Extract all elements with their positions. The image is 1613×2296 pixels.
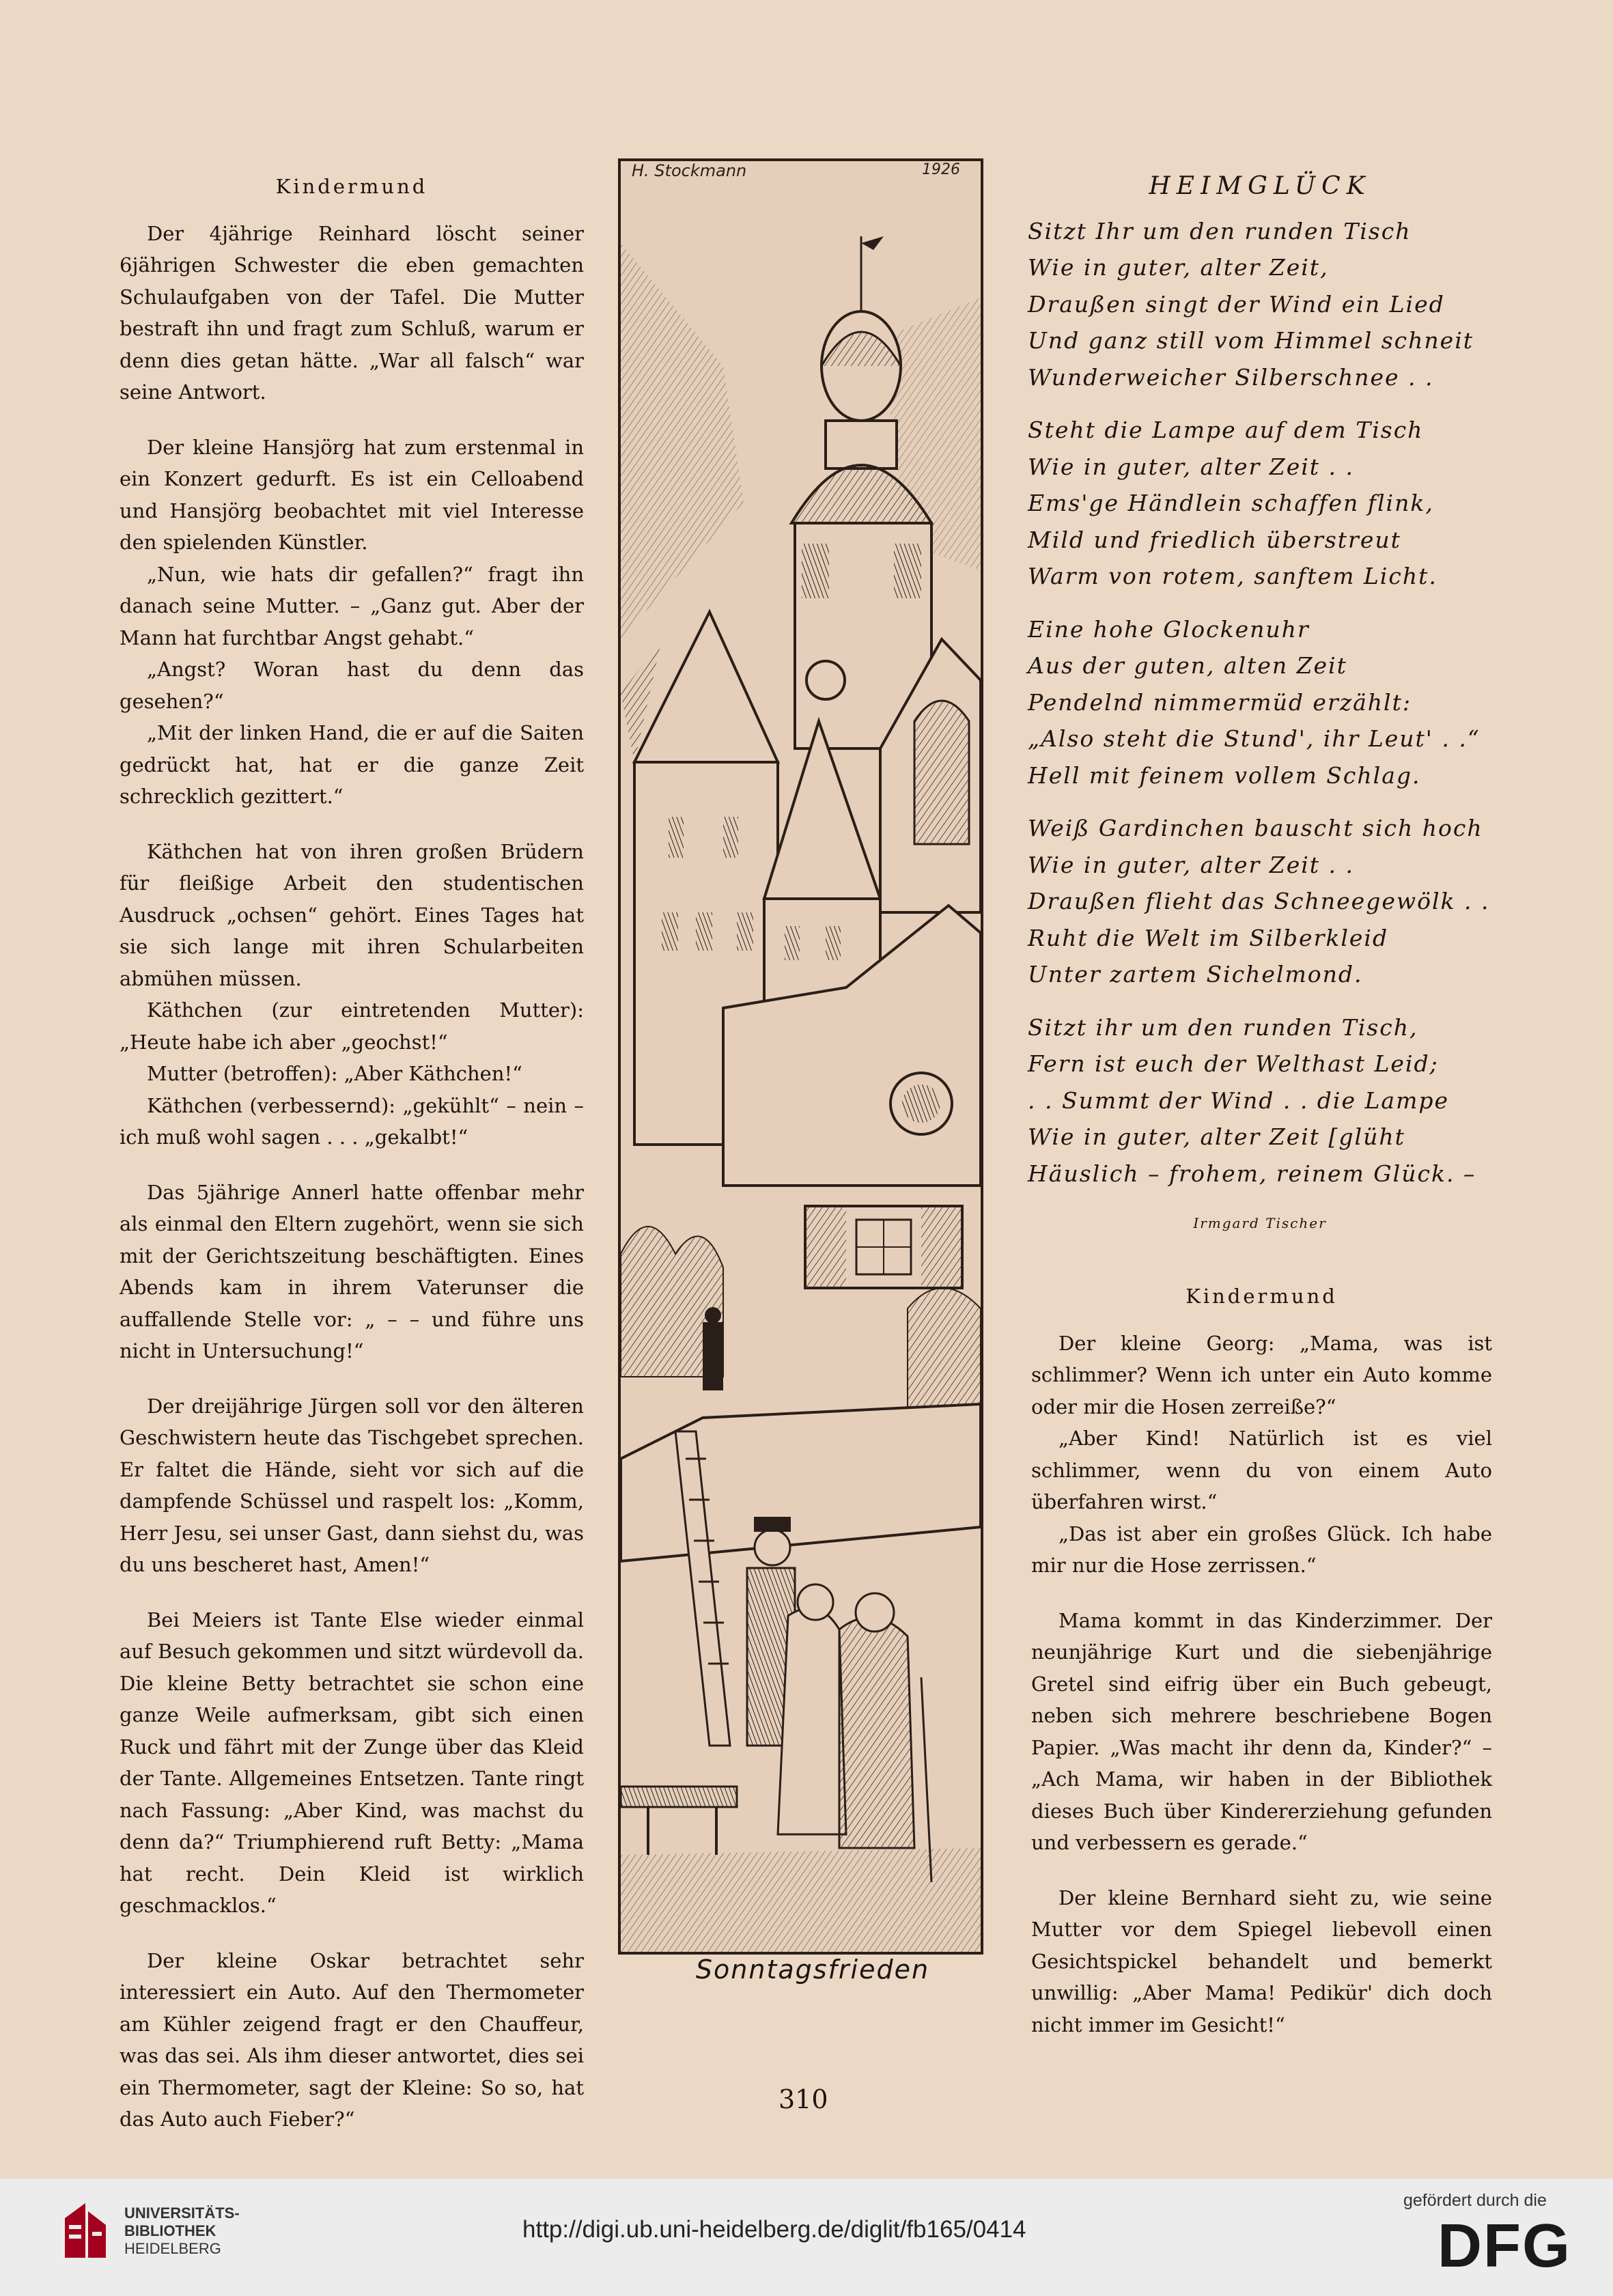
poem-line: Pendelnd nimmermüd erzählt: xyxy=(1028,688,1412,716)
paragraph: Mutter (betroffen): „Aber Käthchen!“ xyxy=(147,1062,522,1085)
left-paragraphs xyxy=(120,218,584,2136)
paragraph-gap xyxy=(120,1153,584,1177)
paragraph: „Nun, wie hats dir gefallen?“ fragt ihn danach seine Mutter. – „Ganz gut. Aber der Mann hat furchtbar Angst gehabt.“ xyxy=(120,562,584,649)
illustration-year: 1926 xyxy=(922,161,960,178)
paragraph-gap xyxy=(120,1367,584,1390)
paragraph: Der kleine Oskar betrachtet sehr interessiert ein Auto. Auf den Thermometer am Kühler zeigend fragt er den Chauffeur, was das sei. Als ihm dieser antwortet, dies sei ein Thermometer, sagt der Kleine: So so, hat das Auto auch Fieber?“ xyxy=(120,1948,584,2131)
library-line-3: HEIDELBERG xyxy=(124,2240,221,2257)
paragraph: Der 4jährige Reinhard löscht seiner 6jährigen Schwester die eben gemachten Schulaufgaben von der Tafel. Die Mutter bestraft ihn und fragt zum Schluß, warum er denn dies getan hätte. „War all falsch“ war seine Antwort. xyxy=(120,221,584,404)
poem-line: Ruht die Welt im Silberkleid xyxy=(1028,924,1389,951)
university-library-name xyxy=(124,2204,240,2258)
illustration-frame xyxy=(618,158,983,1955)
paragraph: Der kleine Bernhard sieht zu, wie seine Mutter vor dem Spiegel liebevoll einen Gesichtspickel behandelt und bemerkt unwillig: „Aber Mama! Pedikür' dich doch nicht immer im Gesicht!“ xyxy=(1031,1886,1492,2036)
library-line-2: BIBLIOTHEK xyxy=(124,2222,216,2239)
paragraph: „Aber Kind! Natürlich ist es viel schlimmer, wenn du von einem Auto überfahren wirst.“ xyxy=(1031,1427,1492,1513)
paragraph: „Das ist aber ein großes Glück. Ich habe mir nur die Hose zerrissen.“ xyxy=(1031,1522,1492,1577)
left-column xyxy=(120,171,584,2136)
poem-line: Draußen flieht das Schneegewölk . . xyxy=(1028,888,1490,914)
poem-line: Wunderweicher Silberschnee . . xyxy=(1028,363,1434,391)
poem-stanza xyxy=(1028,213,1492,396)
right-paragraphs xyxy=(1031,1328,1492,2041)
poem-line: Warm von rotem, sanftem Licht. xyxy=(1028,563,1437,589)
paragraph: „Mit der linken Hand, die er auf die Saiten gedrückt hat, hat er die ganze Zeit schrecklich gezittert.“ xyxy=(120,721,584,808)
paragraph-gap xyxy=(1031,1859,1492,1882)
paragraph-gap xyxy=(120,813,584,836)
poem-line: Ems'ge Händlein schaffen flink, xyxy=(1028,490,1434,516)
illustration-caption: Sonntagsfrieden xyxy=(695,1955,930,1985)
paragraph: Käthchen hat von ihren großen Brüdern für fleißige Arbeit den studentischen Ausdruck „ochsen“ gehört. Eines Tages hat sie sich lange mit ihren Schularbeiten abmühen müssen. xyxy=(120,839,584,990)
paragraph: Der kleine Georg: „Mama, was ist schlimmer? Wenn ich unter ein Auto komme oder mir die Hosen zerreiße?“ xyxy=(1031,1331,1492,1418)
poem-stanza xyxy=(1028,412,1492,595)
paragraph: Der kleine Hansjörg hat zum erstenmal in ein Konzert gedurft. Es ist ein Celloabend und Hansjörg beobachtet mit viel Interesse den spielenden Künstler. xyxy=(120,435,584,554)
dfg-logo: DFG xyxy=(1437,2212,1571,2280)
paragraph-gap xyxy=(1031,1582,1492,1605)
paragraph: „Angst? Woran hast du denn das gesehen?“ xyxy=(120,658,584,713)
left-heading: Kindermund xyxy=(275,175,428,198)
paragraph: Bei Meiers ist Tante Else wieder einmal auf Besuch gekommen und sitzt würdevoll da. Die kleine Betty betrachtet sie schon eine ganze Weile aufmerksam, gibt sich einen Ruck und fährt mit der Zunge über das Kleid der Tante. Allgemeines Entsetzen. Tante ringt nach Fassung: „Aber Kind, was machst du denn da?“ Triumphierend ruft Betty: „Mama hat recht. Dein Kleid ist wirklich geschmacklos.“ xyxy=(120,1608,584,1917)
paragraph-gap xyxy=(120,1922,584,1945)
paragraph: Mama kommt in das Kinderzimmer. Der neunjährige Kurt und die siebenjährige Gretel sind eifrig über ein Buch gebeugt, neben sich mehrere beschriebene Bogen Papier. „Was macht ihr denn da, Kinder?“ – „Ach Mama, wir haben in der Bibliothek dieses Buch über Kindererziehung gefunden und verbessern es gerade.“ xyxy=(1031,1608,1492,1854)
right-column xyxy=(1031,1280,1492,2041)
paragraph: Das 5jährige Annerl hatte offenbar mehr als einmal den Eltern zugehört, wenn sie sich mit der Gerichtszeitung beschäftigten. Eines Abends kam in ihrem Vaterunser die auffallende Stelle vor: „ – – und führe uns nicht in Untersuchung!“ xyxy=(120,1180,584,1362)
poem-line: Steht die Lampe auf dem Tisch xyxy=(1028,417,1424,443)
poem-line: Eine hohe Glockenuhr xyxy=(1028,615,1310,643)
paragraph: Der dreijährige Jürgen soll vor den älteren Geschwistern heute das Tischgebet sprechen. Er faltet die Hände, sieht vor sich auf die dampfende Schüssel und raspelt los: „Komm, Herr Jesu, sei unser Gast, dann siehst du, was du uns bescheret hast, Amen!“ xyxy=(120,1394,584,1576)
poem-author: Irmgard Tischer xyxy=(1193,1215,1327,1231)
right-heading: Kindermund xyxy=(1186,1285,1338,1308)
poem-line: Wie in guter, alter Zeit . . xyxy=(1028,453,1355,480)
poem-line: Draußen singt der Wind ein Lied xyxy=(1028,290,1445,318)
illustration-drawing xyxy=(621,161,981,1952)
poem-line: Fern ist euch der Welthast Leid; xyxy=(1028,1050,1439,1077)
poem-line: „Also steht die Stund', ihr Leut' . .“ xyxy=(1028,725,1481,752)
poem-stanza xyxy=(1028,810,1492,993)
poem-line: Und ganz still vom Himmel schneit xyxy=(1028,327,1474,354)
page-number: 310 xyxy=(779,2084,828,2114)
poem-stanzas xyxy=(1028,213,1492,1192)
poem-line: Hell mit feinem vollem Schlag. xyxy=(1028,761,1421,789)
poem-line: Unter zartem Sichelmond. xyxy=(1028,961,1363,988)
paragraph: Käthchen (zur eintretenden Mutter): „Heute habe ich aber „geochst!“ xyxy=(120,998,584,1054)
poem-line: Wie in guter, alter Zeit [glüht xyxy=(1028,1123,1405,1150)
poem xyxy=(1028,168,1492,1242)
poem-line: Weiß Gardinchen bauscht sich hoch xyxy=(1028,815,1483,841)
poem-line: Wie in guter, alter Zeit . . xyxy=(1028,851,1355,878)
source-url-link[interactable]: http://digi.ub.uni-heidelberg.de/diglit/fb165/0414 xyxy=(522,2216,1026,2243)
funded-by-label: gefördert durch die xyxy=(1403,2191,1547,2210)
university-library-logo-icon xyxy=(58,2198,113,2263)
paragraph-gap xyxy=(120,408,584,432)
library-line-1: UNIVERSITÄTS- xyxy=(124,2204,240,2222)
paragraph-gap xyxy=(120,1581,584,1604)
poem-line: Aus der guten, alten Zeit xyxy=(1028,652,1347,679)
poem-line: . . Summt der Wind . . die Lampe xyxy=(1028,1087,1450,1114)
poem-line: Sitzt ihr um den runden Tisch, xyxy=(1028,1013,1418,1041)
poem-line: Häuslich – frohem, reinem Glück. – xyxy=(1028,1160,1476,1187)
paragraph: Käthchen (verbessernd): „gekühlt“ – nein – ich muß wohl sagen . . . „gekalbt!“ xyxy=(120,1093,584,1149)
poem-stanza xyxy=(1028,1009,1492,1192)
poem-title: HEIMGLÜCK xyxy=(1149,172,1371,200)
poem-line: Sitzt Ihr um den runden Tisch xyxy=(1028,217,1412,244)
illustration-signature: H. Stockmann xyxy=(632,161,747,180)
poem-line: Mild und friedlich überstreut xyxy=(1028,526,1401,553)
poem-stanza xyxy=(1028,611,1492,794)
poem-line: Wie in guter, alter Zeit, xyxy=(1028,254,1329,281)
